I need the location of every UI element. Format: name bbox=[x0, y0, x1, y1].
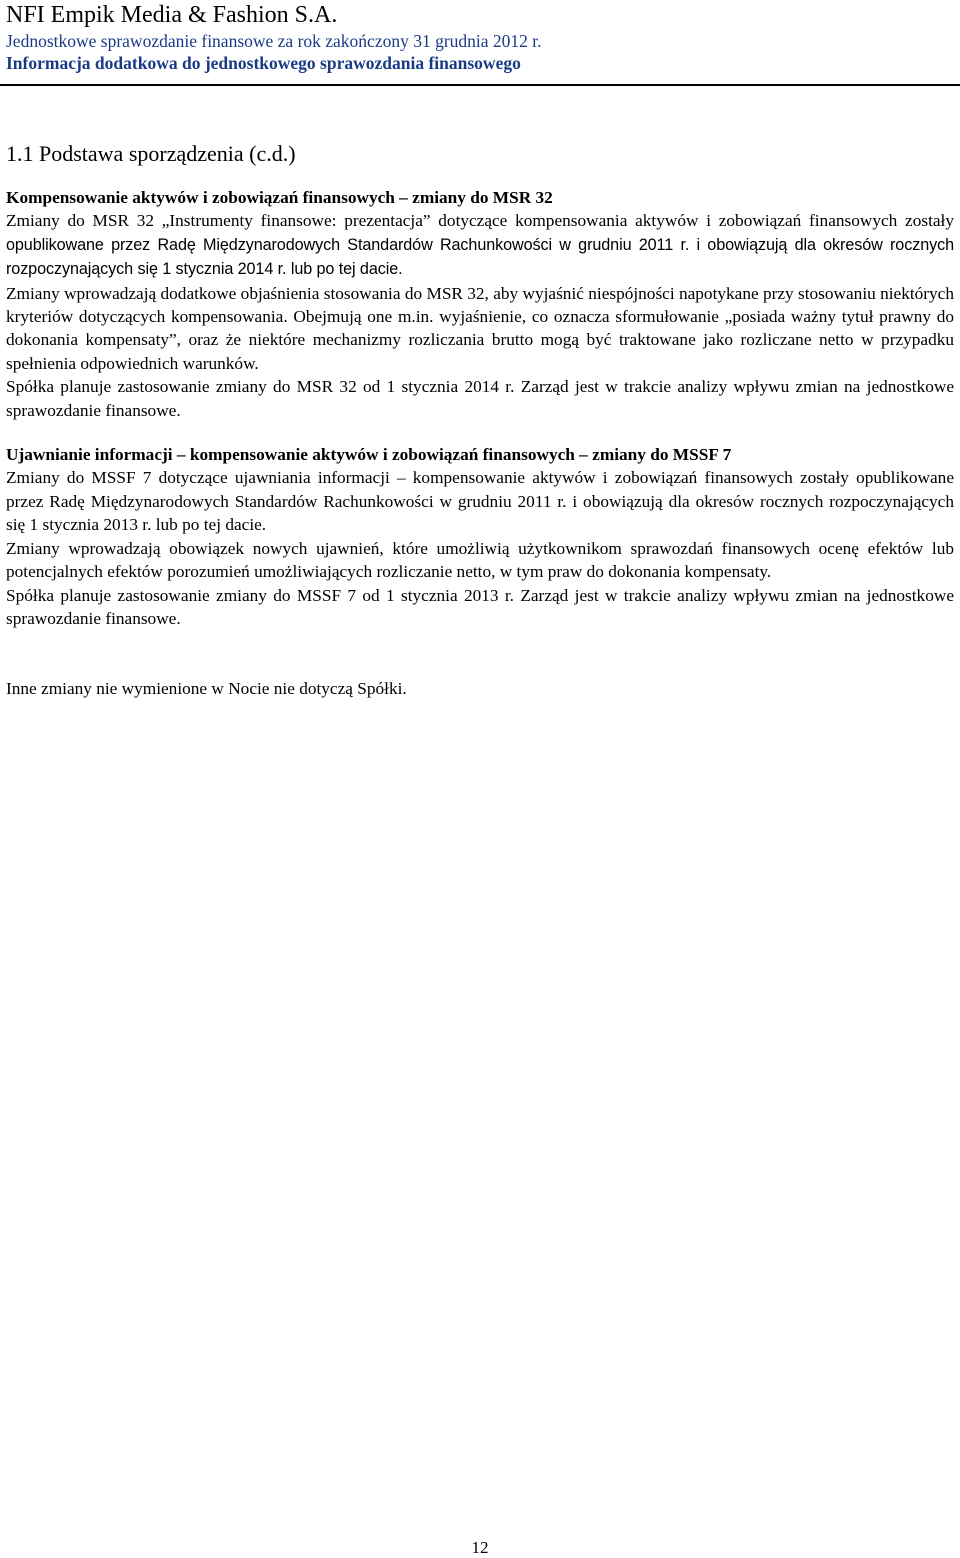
paragraph-msr32-intro-start: Zmiany do MSR 32 „Instrumenty finansowe: prezentacja” dotyczące kompensowania aktywów i zobowiązań finansowych zostały bbox=[6, 211, 954, 231]
header-divider bbox=[0, 84, 960, 86]
closing-note: Inne zmiany nie wymienione w Nocie nie dotyczą Spółki. bbox=[6, 679, 407, 699]
page-number: 12 bbox=[471, 1538, 489, 1557]
section-title: 1.1 Podstawa sporządzenia (c.d.) bbox=[6, 141, 296, 166]
heading-msr32: Kompensowanie aktywów i zobowiązań finansowych – zmiany do MSR 32 bbox=[6, 188, 553, 207]
paragraph-msr32-intro-rest: opublikowane przez Radę Międzynarodowych Standardów Rachunkowości w grudniu 2011 r. i obowiązują dla okresów rocznych rozpoczynających się 1 stycznia 2014 r. lub po tej dacie. bbox=[6, 235, 954, 279]
report-subtitle: Jednostkowe sprawozdanie finansowe za rok zakończony 31 grudnia 2012 r. bbox=[6, 31, 542, 51]
heading-mssf7: Ujawnianie informacji – kompensowanie aktywów i zobowiązań finansowych – zmiany do MSSF 7 bbox=[6, 445, 732, 465]
document-body bbox=[6, 186, 954, 701]
paragraph-mssf7-plan: Spółka planuje zastosowanie zmiany do MSSF 7 od 1 stycznia 2013 r. Zarząd jest w trakcie analizy wpływu zmian na jednostkowe sprawozdanie finansowe. bbox=[6, 585, 954, 628]
info-title: Informacja dodatkowa do jednostkowego sprawozdania finansowego bbox=[6, 53, 521, 73]
paragraph-msr32-intro bbox=[6, 209, 954, 281]
paragraph-mssf7-intro: Zmiany do MSSF 7 dotyczące ujawniania informacji – kompensowanie aktywów i zobowiązań finansowych zostały opublikowane przez Radę Międzynarodowych Standardów Rachunkowości w grudniu 2011 r. i obowiązują dla okresów rocznych rozpoczynających się 1 stycznia 2013 r. lub po tej dacie. bbox=[6, 468, 954, 535]
paragraph-mssf7-changes: Zmiany wprowadzają obowiązek nowych ujawnień, które umożliwią użytkownikom sprawozdań finansowych ocenę efektów lub potencjalnych efektów porozumień umożliwiających rozliczanie netto, w tym praw do dokonania kompensaty. bbox=[6, 538, 954, 582]
paragraph-msr32-changes: Zmiany wprowadzają dodatkowe objaśnienia stosowania do MSR 32, aby wyjaśnić niespójności napotykane przy stosowaniu niektórych kryteriów dotyczących kompensowania. Obejmują one m.in. wyjaśnienie, co oznacza sformułowanie „posiada ważny tytuł prawny do dokonania kompensaty”, oraz że niektóre mechanizmy rozliczania brutto mogą być traktowane jako rozliczane netto w przypadku spełnienia odpowiednich warunków. bbox=[6, 283, 954, 373]
company-name: NFI Empik Media & Fashion S.A. bbox=[6, 2, 338, 28]
paragraph-msr32-plan: Spółka planuje zastosowanie zmiany do MSR 32 od 1 stycznia 2014 r. Zarząd jest w trakcie analizy wpływu zmian na jednostkowe sprawozdanie finansowe. bbox=[6, 377, 954, 420]
document-header bbox=[6, 0, 956, 74]
